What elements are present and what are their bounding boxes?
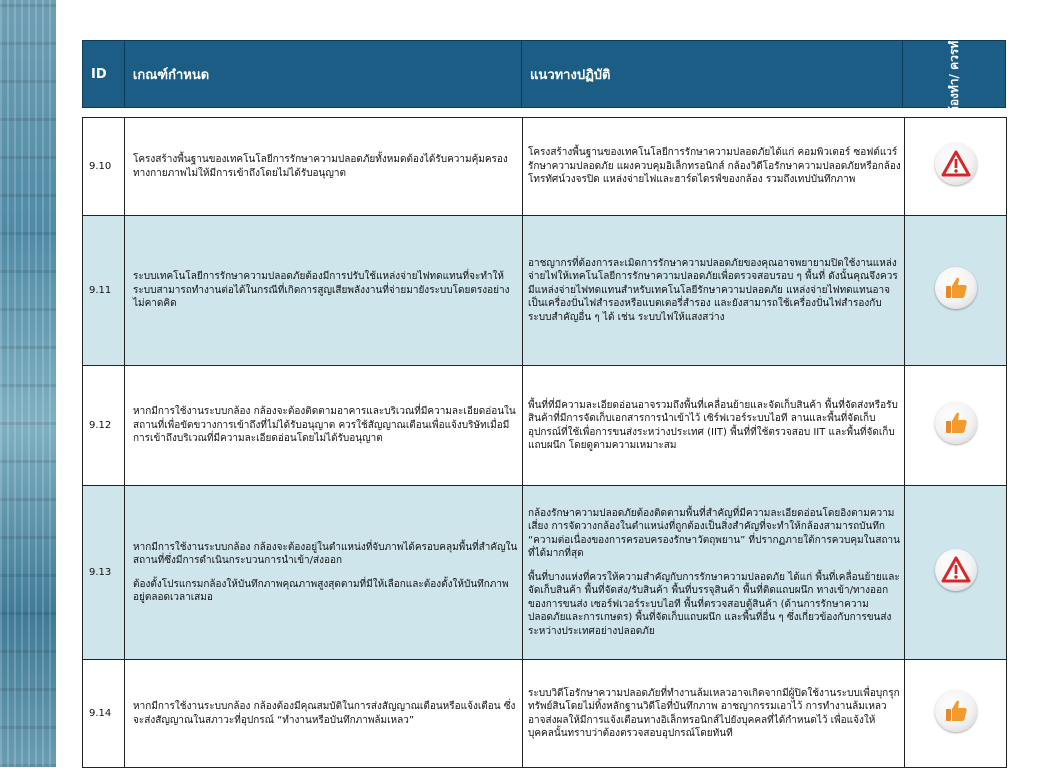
- row-criteria-text: หากมีการใช้งานระบบกล้อง กล้องจะต้องติดตามอาคารและบริเวณที่มีความละเอียดอ่อนในสถานที่เพื่อขัดขวางการเข้าถึงที่ไม่ได้รับอนุญาต ควรใช้สัญญาณเตือนเพื่อแจ้งบริษัทเมื่อมีการเข้าถึงบริเวณที่มีความละเอียดอ่อนโดยไม่ได้รับอนุญาต: [133, 406, 516, 445]
- row-guidance: [523, 118, 905, 216]
- table-row: [83, 366, 1007, 486]
- row-guidance-text: พื้นที่ที่มีความละเอียดอ่อนอาจรวมถึงพื้นที่เคลื่อนย้ายและจัดเก็บสินค้า พื้นที่จัดส่งหรือรับสินค้าที่มีการจัดเก็บเอกสารการนำเข้าไว้ เซิร์ฟเวอร์ระบบไอที ลานและพื้นที่จัดเก็บอุปกรณ์ที่ใช้เพื่อการขนส่งระหว่างประเทศ (IIT) พื้นที่ที่ใช้ตรวจสอบ IIT และพื้นที่จัดเก็บแถบผนึก โดยดูตามความเหมาะสม: [528, 399, 898, 451]
- row-status: [905, 366, 1007, 486]
- row-guidance: [523, 486, 905, 660]
- row-criteria: [125, 118, 523, 216]
- row-id: 9.11: [83, 216, 125, 366]
- table-row: [83, 660, 1007, 768]
- criteria-table: [82, 117, 1007, 768]
- table-row: [83, 118, 1007, 216]
- thumbs-up-icon: [935, 690, 977, 732]
- warning-icon: [935, 549, 977, 591]
- row-criteria: [125, 660, 523, 768]
- header-id: ID: [83, 41, 125, 107]
- row-guidance-text: กล้องรักษาความปลอดภัยต้องติดตามพื้นที่สำคัญที่มีความละเอียดอ่อนโดยอิงตามความเสี่ยง การจัดวางกล้องในตำแหน่งที่ถูกต้องเป็นสิ่งสำคัญที่จะทำให้กล้องสามารถบันทึก “ความต่อเนื่องของการครอบครองรักษาวัตถุพยาน” ที่ปรากฏภายใต้การควบคุมในสถานที่ได้มากที่สุด: [528, 507, 900, 560]
- header-required: [903, 34, 1005, 114]
- row-criteria: [125, 216, 523, 366]
- header-required-label: ต้องทำ/ ควรทำ: [947, 34, 962, 114]
- thumbs-up-icon: [935, 402, 977, 444]
- row-guidance-text: พื้นที่บางแห่งที่ควรให้ความสำคัญกับการรักษาความปลอดภัย ได้แก่ พื้นที่เคลื่อนย้ายและจัดเก็บสินค้า พื้นที่จัดส่ง/รับสินค้า พื้นที่บรรจุสินค้า พื้นที่ติดแถบผนึก ทางเข้า/ทางออกของการขนส่ง เซอร์ฟเวอร์ระบบไอที พื้นที่ตรวจสอบตู้สินค้า (ด้านการรักษาความปลอดภัยและการเกษตร) พื้นที่จัดเก็บแถบผนึก และพื้นที่อื่น ๆ ซึ่งเกี่ยวข้องกับการขนส่งระหว่างประเทศอย่างปลอดภัย: [528, 571, 900, 637]
- row-criteria-text: หากมีการใช้งานระบบกล้อง กล้องจะต้องอยู่ในตำแหน่งที่จับภาพได้ครอบคลุมพื้นที่สำคัญในสถานที่ซึ่งมีการดำเนินกระบวนการนำเข้า/ส่งออก: [133, 541, 518, 566]
- row-criteria-text: ต้องตั้งโปรแกรมกล้องให้บันทึกภาพคุณภาพสูงสุดตามที่มีให้เลือกและต้องตั้งให้บันทึกภาพอยู่ตลอดเวลาเสมอ: [133, 578, 509, 603]
- row-guidance: [523, 366, 905, 486]
- row-criteria-text: โครงสร้างพื้นฐานของเทคโนโลยีการรักษาความปลอดภัยทั้งหมดต้องได้รับความคุ้มครองทางกายภาพไม่ให้มีการเข้าถึงโดยไม่ได้รับอนุญาต: [133, 154, 508, 179]
- row-criteria-text: หากมีการใช้งานระบบกล้อง กล้องต้องมีคุณสมบัติในการส่งสัญญาณเตือนหรือแจ้งเตือน ซึ่งจะส่งสัญญาณในสภาวะที่อุปกรณ์ “ทำงานหรือบันทึกภาพล้มเหลว”: [133, 701, 516, 726]
- row-id: 9.10: [83, 118, 125, 216]
- row-criteria: [125, 486, 523, 660]
- row-id: 9.14: [83, 660, 125, 768]
- row-status: [905, 486, 1007, 660]
- row-criteria: [125, 366, 523, 486]
- header-guidance: แนวทางปฏิบัติ: [522, 41, 903, 107]
- warning-icon: [935, 143, 977, 185]
- table-row: [83, 486, 1007, 660]
- header-criteria: เกณฑ์กำหนด: [125, 41, 522, 107]
- table-header: [82, 34, 1006, 114]
- table-row: [83, 216, 1007, 366]
- decorative-side-strip: [0, 0, 56, 767]
- row-guidance-text: โครงสร้างพื้นฐานของเทคโนโลยีการรักษาความปลอดภัยได้แก่ คอมพิวเตอร์ ซอฟต์แวร์รักษาความปลอดภัย แผงควบคุมอิเล็กทรอนิกส์ กล้องวิดีโอรักษาความปลอดภัยหรือกล้องโทรทัศน์วงจรปิด แหล่งจ่ายไฟและฮาร์ดไดรฟ์ของกล้อง รวมถึงเทปบันทึกภาพ: [528, 147, 901, 186]
- row-status: [905, 118, 1007, 216]
- thumbs-up-icon: [935, 267, 977, 309]
- row-criteria-text: ระบบเทคโนโลยีการรักษาความปลอดภัยต้องมีการปรับใช้แหล่งจ่ายไฟทดแทนที่จะทำให้ระบบสามารถทำงานต่อได้ในกรณีที่เกิดการสูญเสียพลังงานที่จ่ายมายังระบบโดยตรงอย่างไม่คาดคิด: [133, 271, 510, 310]
- row-status: [905, 216, 1007, 366]
- row-guidance-text: อาชญากรที่ต้องการละเมิดการรักษาความปลอดภัยของคุณอาจพยายามปิดใช้งานแหล่งจ่ายไฟให้เทคโนโลยีการรักษาความปลอดภัยเพื่อตรวจสอบรอบ ๆ พื้นที่ ดังนั้นคุณจึงควรมีแหล่งจ่ายไฟทดแทนสำหรับเทคโนโลยีรักษาความปลอดภัย แหล่งจ่ายไฟทดแทนอาจเป็นเครื่องปั่นไฟสำรองหรือแบตเตอรี่สำรอง และยังสามารถใช้เครื่องปั่นไฟสำรองกับระบบสำคัญอื่น ๆ ได้ เช่น ระบบไฟให้แสงสว่าง: [528, 257, 898, 323]
- row-guidance: [523, 216, 905, 366]
- row-status: [905, 660, 1007, 768]
- row-id: 9.13: [83, 486, 125, 660]
- row-id: 9.12: [83, 366, 125, 486]
- row-guidance: [523, 660, 905, 768]
- row-guidance-text: ระบบวิดีโอรักษาความปลอดภัยที่ทำงานล้มเหลวอาจเกิดจากมีผู้ปิดใช้งานระบบเพื่อบุกรุกทรัพย์สินโดยไม่ทิ้งหลักฐานวิดีโอที่บันทึกภาพ อาชญากรรมเอาไว้ การทำงานล้มเหลวอาจส่งผลให้มีการแจ้งเตือนทางอิเล็กทรอนิกส์ไปยังบุคคลที่ได้กำหนดไว้ เพื่อแจ้งให้บุคคลนั้นทราบว่าต้องตรวจสอบอุปกรณ์โดยทันที: [528, 687, 900, 739]
